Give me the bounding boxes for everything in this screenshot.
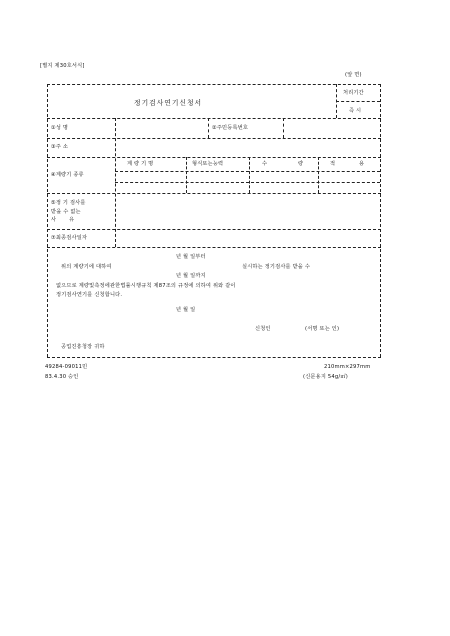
address-label: ③주 소 [51,144,69,150]
footer-code: 49284-09011민 [45,364,88,370]
processing-period-value: 즉 시 [349,108,362,114]
row-line-5 [47,229,381,230]
machine-subrow-1 [115,171,380,172]
machine-col-model: 형식또는능력 [192,161,224,167]
machine-subrow-2 [115,182,380,183]
row-line-1 [47,118,381,119]
machine-col-2 [249,157,250,193]
machine-col-use-1: 적 [330,161,336,167]
body-main-right: 실시하는 정기검사를 받을 수 [242,264,311,270]
frame-top [47,84,381,85]
name-label: ①성 명 [51,125,69,131]
body-law-line: 없으므로 계량및측정에관한법률시행규칙 제87조의 규정에 의하여 위와 같이 [56,283,236,289]
processing-period-label: 처리기간 [343,90,364,96]
body-until-line: 년 월 일까지 [176,273,206,279]
footer-approval: 83.4.30 승인 [45,374,79,380]
row-line-2 [47,138,381,139]
frame-bottom [47,357,381,358]
side-label: (앞 면) [345,72,362,78]
frame-left [47,84,48,357]
machine-col-use-2: 용 [359,161,365,167]
body-main-left: 위의 계량기에 대하여 [61,264,112,270]
machine-col-3 [318,157,319,193]
body-request-line: 정기검사연기를 신청합니다. [56,292,123,298]
machine-col-name: 계 량 기 명 [127,161,154,167]
applicant-label: 신청인 [255,326,271,332]
form-title: 정기검사연기신청서 [134,99,203,107]
addressee: 공업진흥청장 귀하 [61,344,105,350]
footer-paper-size: 210mm×297mm [324,364,371,370]
name-row-divider-2 [283,118,284,138]
machine-col-qty-2: 량 [298,161,304,167]
processing-period-divider [336,101,380,102]
last-inspection-label: ⑦최종검사일자 [51,235,88,241]
resident-number-label: ②주민등록번호 [212,125,249,131]
footer-paper-type: (신문용지 54g/㎡) [303,374,348,380]
row-line-4 [47,193,381,194]
row-line-3 [47,157,381,158]
machine-col-1 [186,157,187,193]
signature-note: (서명 또는 인) [305,326,340,332]
machine-col-qty-1: 수 [262,161,268,167]
frame-right [380,84,381,357]
form-number: [별지 제30호서식] [40,63,85,69]
body-date-line: 년 월 일 [176,307,196,313]
reason-label: ⑤정 기 검사를 받을 수 없는 사 유 [51,200,86,223]
name-row-divider-1 [208,118,209,138]
machine-type-label: ④계량기 종류 [51,172,84,178]
body-from-line: 년 월 일부터 [176,254,206,260]
row-line-6 [47,247,381,248]
